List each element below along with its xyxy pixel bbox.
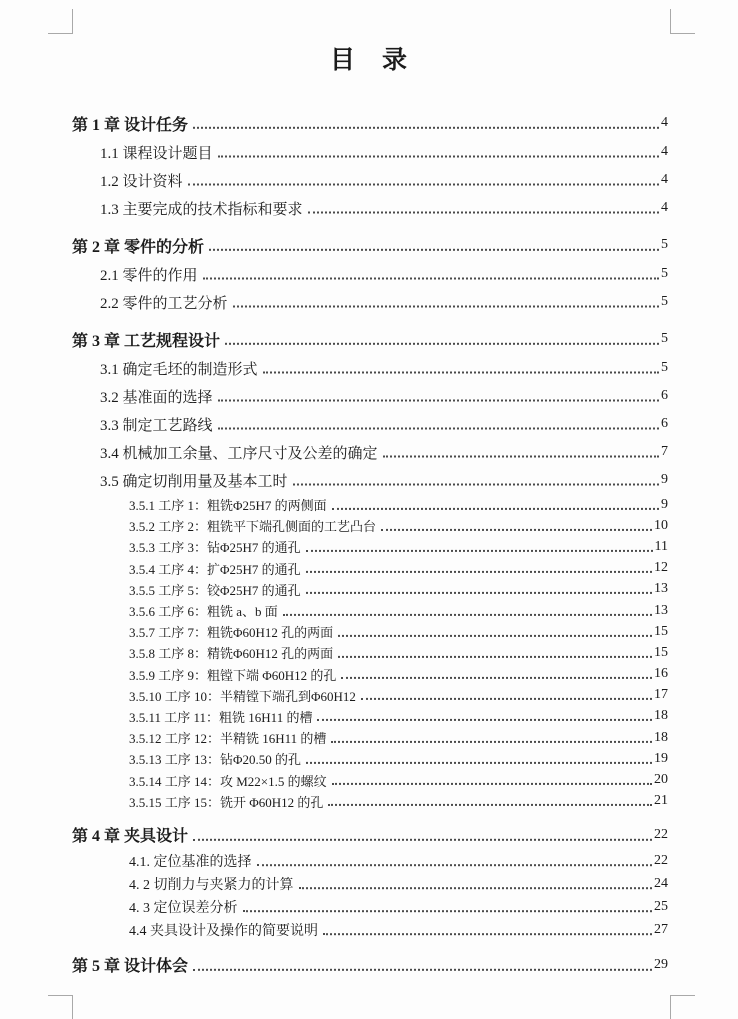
toc-entry-page-number: 15 xyxy=(654,623,668,639)
toc-entry-page-number: 24 xyxy=(654,876,668,892)
crop-mark-top-right xyxy=(670,9,695,34)
toc-leader-dots xyxy=(332,783,652,785)
crop-mark-top-left xyxy=(48,9,73,34)
toc-entry-page-number: 5 xyxy=(661,331,668,346)
toc-entry-label: 3.2 基准面的选择 xyxy=(100,389,213,406)
toc-entry-label: 3.4 机械加工余量、工序尺寸及公差的确定 xyxy=(100,445,378,462)
toc-entry-page-number: 20 xyxy=(654,772,668,788)
toc-entry-label: 3.5.1 工序 1：粗铣Φ25H7 的两侧面 xyxy=(129,498,327,514)
toc-entry[interactable] xyxy=(72,260,668,288)
toc-leader-dots xyxy=(263,372,659,374)
toc-entry-label: 3.5.3 工序 3：钻Φ25H7 的通孔 xyxy=(129,540,301,556)
toc-entry-page-number: 7 xyxy=(661,444,668,459)
toc-entry-label: 3.5.11 工序 11：粗铣 16H11 的槽 xyxy=(129,709,313,725)
toc-leader-dots xyxy=(225,343,659,345)
toc-entry-page-number: 9 xyxy=(661,472,668,487)
toc-entry[interactable] xyxy=(72,515,668,536)
toc-leader-dots xyxy=(243,911,653,913)
toc-entry-label: 3.1 确定毛坯的制造形式 xyxy=(100,361,258,378)
toc-entry[interactable] xyxy=(72,685,668,706)
toc-entry[interactable] xyxy=(72,558,668,579)
toc-entry[interactable] xyxy=(72,706,668,727)
toc-entry-label: 2.2 零件的工艺分析 xyxy=(100,295,228,312)
toc-entry[interactable] xyxy=(72,919,668,942)
toc-leader-dots xyxy=(209,249,659,251)
toc-entry-label: 3.5.15 工序 15：铣开 Φ60H12 的孔 xyxy=(129,794,324,810)
toc-entry-label: 第 1 章 设计任务 xyxy=(72,116,189,134)
toc-entry-label: 3.5.8 工序 8：精铣Φ60H12 孔的两面 xyxy=(129,646,334,662)
toc-leader-dots xyxy=(317,719,652,721)
toc-entry-label: 3.5.12 工序 12：半精铣 16H11 的槽 xyxy=(129,731,327,747)
toc-entry-page-number: 12 xyxy=(654,560,668,576)
toc-entry[interactable] xyxy=(72,536,668,557)
toc-entry-label: 3.5.10 工序 10：半精镗下端孔到Φ60H12 xyxy=(129,688,356,704)
toc-entry-page-number: 25 xyxy=(654,899,668,915)
toc-entry-page-number: 4 xyxy=(661,115,668,130)
toc-leader-dots xyxy=(306,550,653,552)
toc-entry-page-number: 17 xyxy=(654,687,668,703)
toc-entry-page-number: 6 xyxy=(661,416,668,431)
toc-entry[interactable] xyxy=(72,410,668,438)
toc-entry[interactable] xyxy=(72,727,668,748)
toc-entry-page-number: 22 xyxy=(654,853,668,869)
toc-leader-dots xyxy=(331,741,652,743)
toc-entry[interactable] xyxy=(72,494,668,515)
toc-entry-page-number: 5 xyxy=(661,266,668,281)
toc-entry[interactable] xyxy=(72,579,668,600)
toc-leader-dots xyxy=(299,888,653,890)
toc-entry-label: 3.5.6 工序 6：粗铣 a、b 面 xyxy=(129,604,278,620)
toc-entry[interactable] xyxy=(72,194,668,222)
toc-entry-label: 3.5.7 工序 7：粗铣Φ60H12 孔的两面 xyxy=(129,625,334,641)
toc-entry[interactable] xyxy=(72,820,668,850)
toc-entry-label: 1.1 课程设计题目 xyxy=(100,145,213,162)
toc-entry[interactable] xyxy=(72,138,668,166)
toc-entry-label: 第 2 章 零件的分析 xyxy=(72,238,205,256)
toc-entry-page-number: 4 xyxy=(661,144,668,159)
toc-entry-label: 3.5.13 工序 13：钻Φ20.50 的孔 xyxy=(129,752,302,768)
toc-entry-page-number: 13 xyxy=(654,602,668,618)
toc-entry[interactable] xyxy=(72,950,668,980)
toc-entry-page-number: 5 xyxy=(661,360,668,375)
toc-entry-label: 4.1. 定位基准的选择 xyxy=(129,855,252,871)
toc-leader-dots xyxy=(323,934,652,936)
toc-leader-dots xyxy=(383,456,659,458)
toc-entry[interactable] xyxy=(72,354,668,382)
toc-leader-dots xyxy=(306,592,652,594)
toc-entry[interactable] xyxy=(72,642,668,663)
toc-entry-label: 4. 2 切削力与夹紧力的计算 xyxy=(129,878,294,894)
toc-leader-dots xyxy=(203,278,659,280)
toc-entry-label: 3.5.5 工序 5：铰Φ25H7 的通孔 xyxy=(129,582,301,598)
toc-entry[interactable] xyxy=(72,466,668,494)
toc-leader-dots xyxy=(193,127,659,129)
toc-entry-page-number: 5 xyxy=(661,294,668,309)
toc-leader-dots xyxy=(218,400,659,402)
toc-leader-dots xyxy=(218,428,659,430)
toc-entry-page-number: 21 xyxy=(654,793,668,809)
toc-leader-dots xyxy=(341,677,652,679)
toc-leader-dots xyxy=(381,529,652,531)
toc-entry[interactable] xyxy=(72,288,668,316)
toc-entry-page-number: 18 xyxy=(654,708,668,724)
crop-mark-bottom-left xyxy=(48,995,73,1019)
toc-entry-page-number: 5 xyxy=(661,237,668,252)
toc-entry-page-number: 29 xyxy=(654,956,668,972)
toc-leader-dots xyxy=(306,762,652,764)
toc-entry[interactable] xyxy=(72,621,668,642)
toc-entry[interactable] xyxy=(72,382,668,410)
toc-entry[interactable] xyxy=(72,850,668,873)
toc-entry-label: 3.5.4 工序 4：扩Φ25H7 的通孔 xyxy=(129,561,301,577)
toc-entry[interactable] xyxy=(72,230,668,260)
toc-entry-page-number: 13 xyxy=(654,581,668,597)
toc-entry-page-number: 15 xyxy=(654,644,668,660)
toc-entry-page-number: 19 xyxy=(654,750,668,766)
toc-entry[interactable] xyxy=(72,791,668,812)
toc-leader-dots xyxy=(283,613,652,615)
toc-list xyxy=(72,100,668,980)
page-title: 目 录 xyxy=(329,47,408,74)
toc-leader-dots xyxy=(193,839,652,841)
toc-entry-page-number: 4 xyxy=(661,200,668,215)
toc-leader-dots xyxy=(193,969,652,971)
crop-mark-bottom-right xyxy=(670,995,695,1019)
toc-entry-label: 2.1 零件的作用 xyxy=(100,267,198,284)
toc-entry[interactable] xyxy=(72,108,668,138)
toc-entry-page-number: 4 xyxy=(661,172,668,187)
toc-entry-label: 3.5 确定切削用量及基本工时 xyxy=(100,473,288,490)
toc-entry-label: 第 4 章 夹具设计 xyxy=(72,828,189,846)
toc-leader-dots xyxy=(328,804,652,806)
toc-entry-label: 3.5.9 工序 9：粗镗下端 Φ60H12 的孔 xyxy=(129,667,337,683)
toc-entry-page-number: 27 xyxy=(654,922,668,938)
toc-entry[interactable] xyxy=(72,896,668,919)
toc-entry-label: 4.4 夹具设计及操作的简要说明 xyxy=(129,924,318,940)
toc-entry-label: 1.2 设计资料 xyxy=(100,173,183,190)
toc-entry-page-number: 9 xyxy=(661,496,668,512)
toc-entry[interactable] xyxy=(72,324,668,354)
toc-entry-label: 第 3 章 工艺规程设计 xyxy=(72,332,221,350)
toc-entry[interactable] xyxy=(72,600,668,621)
toc-entry-page-number: 6 xyxy=(661,388,668,403)
toc-entry[interactable] xyxy=(72,873,668,896)
toc-entry-label: 1.3 主要完成的技术指标和要求 xyxy=(100,201,303,218)
toc-leader-dots xyxy=(338,635,652,637)
toc-leader-dots xyxy=(361,698,652,700)
toc-entry-page-number: 10 xyxy=(654,517,668,533)
toc-entry-page-number: 22 xyxy=(654,826,668,842)
toc-entry-label: 3.3 制定工艺路线 xyxy=(100,417,213,434)
toc-entry[interactable] xyxy=(72,438,668,466)
toc-entry-page-number: 16 xyxy=(654,666,668,682)
toc-entry-label: 第 5 章 设计体会 xyxy=(72,958,189,976)
toc-leader-dots xyxy=(233,306,659,308)
toc-entry[interactable] xyxy=(72,166,668,194)
toc-entry-label: 4. 3 定位误差分析 xyxy=(129,901,238,917)
toc-entry[interactable] xyxy=(72,664,668,685)
toc-leader-dots xyxy=(338,656,652,658)
toc-leader-dots xyxy=(332,507,659,509)
toc-leader-dots xyxy=(218,156,659,158)
toc-entry[interactable] xyxy=(72,769,668,790)
toc-entry-label: 3.5.2 工序 2：粗铣平下端孔侧面的工艺凸台 xyxy=(129,519,377,535)
toc-entry[interactable] xyxy=(72,748,668,769)
toc-leader-dots xyxy=(308,212,659,214)
toc-leader-dots xyxy=(257,865,653,867)
toc-leader-dots xyxy=(293,484,659,486)
toc-leader-dots xyxy=(306,571,652,573)
toc-entry-page-number: 11 xyxy=(654,538,668,554)
toc-entry-label: 3.5.14 工序 14：攻 M22×1.5 的螺纹 xyxy=(129,773,327,789)
toc-leader-dots xyxy=(188,184,659,186)
toc-entry-page-number: 18 xyxy=(654,729,668,745)
